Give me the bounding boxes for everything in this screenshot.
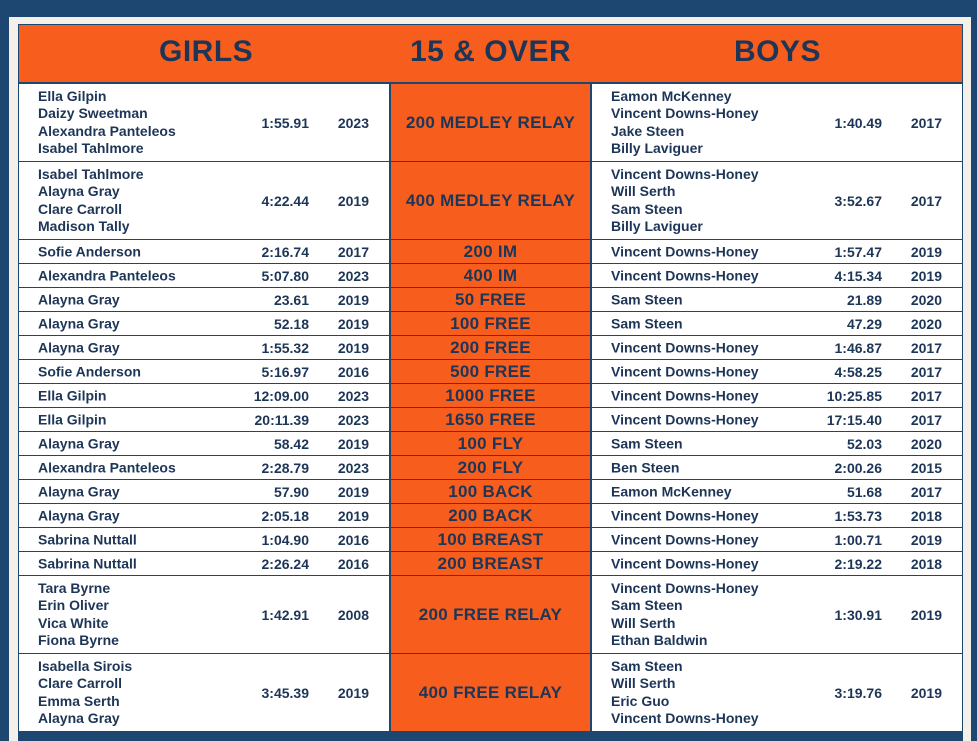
boys-record-year: 2019 [910,606,942,623]
boys-record-time: 21.89 [846,291,882,308]
girls-record-time: 5:16.97 [261,363,309,380]
girls-record-time: 12:09.00 [253,387,309,404]
record-row [19,654,962,731]
boys-swimmer-names [611,243,759,261]
event-name: 1650 FREE [391,408,590,431]
girls-swimmer-name: Ella Gilpin [38,386,107,403]
event-name: 200 FREE RELAY [391,576,590,653]
girls-swimmer-name: Alayna Gray [38,710,120,726]
girls-record-cell [19,456,389,479]
record-row [19,162,962,239]
girls-swimmer-name: Madison Tally [38,218,130,234]
event-name: 200 MEDLEY RELAY [391,84,590,161]
girls-swimmer-names [38,166,144,236]
boys-record-cell [592,384,962,407]
girls-record-cell [19,162,389,239]
girls-swimmer-name: Erin Oliver [38,597,109,613]
event-name: 200 BACK [391,504,590,527]
girls-swimmer-name: Emma Serth [38,692,120,709]
girls-swimmer-name: Daizy Sweetman [38,105,148,121]
girls-swimmer-names [38,580,119,650]
boys-swimmer-names [611,363,759,381]
girls-record-cell [19,408,389,431]
event-name: 500 FREE [391,360,590,383]
girls-record-time: 52.18 [273,315,309,332]
boys-swimmer-names [611,555,759,573]
girls-record-time: 2:16.74 [261,243,309,260]
girls-record-time: 20:11.39 [254,411,309,428]
girls-swimmer-name: Sofie Anderson [38,362,141,379]
boys-swimmer-name: Eamon McKenney [611,87,732,104]
girls-record-year: 2019 [337,315,369,332]
header-bar [19,25,962,82]
boys-swimmer-name: Vincent Downs-Honey [611,506,759,523]
boys-swimmer-names [611,387,759,405]
girls-swimmer-name: Alexandra Panteleos [38,458,176,475]
event-name: 100 FREE [391,312,590,335]
girls-swimmer-names [38,88,176,158]
boys-swimmer-name: Sam Steen [611,200,683,217]
record-row [19,408,962,431]
girls-record-year: 2008 [337,606,369,623]
event-name: 400 FREE RELAY [391,654,590,731]
girls-record-time: 5:07.80 [261,267,309,284]
boys-record-year: 2017 [910,483,942,500]
girls-record-time: 1:55.32 [261,339,309,356]
boys-swimmer-name: Will Serth [611,614,676,631]
girls-swimmer-names [38,315,120,333]
boys-swimmer-name: Ethan Baldwin [611,632,708,648]
boys-swimmer-names [611,507,759,525]
boys-swimmer-name: Sam Steen [611,597,683,613]
record-row [19,552,962,575]
girls-swimmer-name: Alexandra Panteleos [38,122,176,139]
girls-record-year: 2019 [337,507,369,524]
girls-record-year: 2016 [337,531,369,548]
girls-record-year: 2019 [337,483,369,500]
boys-record-time: 1:30.91 [834,606,882,623]
event-name: 200 BREAST [391,552,590,575]
girls-record-year: 2019 [337,435,369,452]
boys-record-cell [592,504,962,527]
girls-record-year: 2016 [337,363,369,380]
record-row [19,84,962,161]
record-row [19,336,962,359]
girls-record-year: 2017 [337,243,369,260]
boys-record-year: 2019 [910,243,942,260]
girls-record-cell [19,384,389,407]
boys-swimmer-name: Vincent Downs-Honey [611,338,759,355]
girls-record-year: 2023 [337,267,369,284]
girls-swimmer-names [38,483,120,501]
boys-record-cell [592,576,962,653]
girls-swimmer-name: Isabella Sirois [38,657,133,674]
girls-record-cell [19,432,389,455]
girls-swimmer-names [38,459,176,477]
boys-record-year: 2017 [910,192,942,209]
boys-record-cell [592,288,962,311]
boys-swimmer-names [611,580,759,650]
boys-swimmer-name: Billy Laviguer [611,140,703,156]
girls-swimmer-name: Sabrina Nuttall [38,530,137,547]
record-row [19,504,962,527]
boys-record-time: 1:57.47 [834,243,882,260]
boys-record-cell [592,432,962,455]
girls-swimmer-name: Clare Carroll [38,675,123,691]
girls-record-year: 2019 [337,684,369,701]
boys-record-time: 4:15.34 [834,267,882,284]
boys-record-time: 2:19.22 [834,555,882,572]
boys-record-year: 2017 [910,339,942,356]
girls-swimmer-names [38,387,106,405]
boys-record-cell [592,84,962,161]
boys-swimmer-name: Vincent Downs-Honey [611,266,759,283]
boys-swimmer-name: Jake Steen [611,122,685,139]
girls-record-year: 2023 [337,387,369,404]
boys-record-year: 2018 [910,507,942,524]
girls-swimmer-name: Alayna Gray [38,434,120,451]
girls-swimmer-name: Tara Byrne [38,579,111,596]
boys-swimmer-names [611,459,679,477]
girls-record-cell [19,288,389,311]
girls-swimmer-name: Isabel Tahlmore [38,165,144,182]
boys-record-year: 2019 [910,531,942,548]
girls-record-time: 2:28.79 [261,459,309,476]
boys-record-time: 17:15.40 [826,411,882,428]
girls-swimmer-name: Sofie Anderson [38,242,141,259]
girls-record-year: 2023 [337,114,369,131]
record-row [19,480,962,503]
girls-swimmer-name: Alayna Gray [38,183,120,199]
girls-record-time: 23.61 [273,291,309,308]
girls-record-year: 2023 [337,459,369,476]
record-row [19,264,962,287]
boys-swimmer-name: Eamon McKenney [611,482,732,499]
girls-record-year: 2019 [337,339,369,356]
event-name: 200 IM [391,240,590,263]
boys-record-time: 51.68 [846,483,882,500]
boys-record-year: 2020 [910,291,942,308]
girls-swimmer-names [38,291,120,309]
girls-record-time: 1:55.91 [261,114,309,131]
boys-record-cell [592,456,962,479]
boys-record-year: 2020 [910,315,942,332]
boys-swimmer-name: Vincent Downs-Honey [611,386,759,403]
boys-swimmer-name: Ben Steen [611,458,680,475]
girls-record-cell [19,504,389,527]
boys-record-time: 10:25.85 [826,387,882,404]
girls-swimmer-name: Sabrina Nuttall [38,554,137,571]
girls-record-cell [19,84,389,161]
boys-heading: BOYS [734,35,822,68]
girls-record-year: 2023 [337,411,369,428]
boys-record-year: 2019 [910,267,942,284]
girls-swimmer-name: Alayna Gray [38,290,120,307]
girls-record-cell [19,240,389,263]
boys-swimmer-names [611,531,759,549]
boys-record-cell [592,240,962,263]
boys-record-year: 2017 [910,114,942,131]
boys-swimmer-name: Sam Steen [611,314,683,331]
boys-swimmer-name: Vincent Downs-Honey [611,165,759,182]
boys-record-time: 2:00.26 [834,459,882,476]
record-row [19,456,962,479]
girls-record-cell [19,312,389,335]
girls-record-cell [19,336,389,359]
girls-swimmer-names [38,243,141,261]
age-group-heading: 15 & OVER [410,35,572,68]
girls-swimmer-name: Alayna Gray [38,338,120,355]
boys-swimmer-name: Vincent Downs-Honey [611,105,759,121]
event-name: 100 BACK [391,480,590,503]
event-name: 400 MEDLEY RELAY [391,162,590,239]
girls-record-time: 58.42 [273,435,309,452]
boys-swimmer-names [611,435,683,453]
girls-record-cell [19,576,389,653]
boys-swimmer-name: Vincent Downs-Honey [611,410,759,427]
girls-swimmer-names [38,339,120,357]
boys-swimmer-names [611,88,759,158]
records-board [18,24,963,741]
girls-swimmer-name: Isabel Tahlmore [38,140,144,156]
boys-record-cell [592,264,962,287]
boys-swimmer-name: Vincent Downs-Honey [611,530,759,547]
girls-swimmer-names [38,507,120,525]
record-row [19,240,962,263]
boys-swimmer-name: Will Serth [611,183,676,199]
girls-swimmer-name: Alexandra Panteleos [38,266,176,283]
event-name: 100 BREAST [391,528,590,551]
event-name: 50 FREE [391,288,590,311]
girls-swimmer-name: Ella Gilpin [38,87,107,104]
boys-record-year: 2017 [910,411,942,428]
record-row [19,360,962,383]
girls-swimmer-name: Alayna Gray [38,482,120,499]
boys-record-cell [592,480,962,503]
boys-swimmer-name: Vincent Downs-Honey [611,242,759,259]
boys-record-time: 1:40.49 [834,114,882,131]
boys-record-cell [592,552,962,575]
girls-record-time: 2:26.24 [261,555,309,572]
boys-record-time: 1:46.87 [834,339,882,356]
boys-swimmer-names [611,267,759,285]
girls-record-cell [19,480,389,503]
girls-record-cell [19,264,389,287]
boys-record-time: 4:58.25 [834,363,882,380]
boys-record-time: 3:19.76 [834,684,882,701]
boys-swimmer-name: Vincent Downs-Honey [611,710,759,726]
event-name: 1000 FREE [391,384,590,407]
boys-record-year: 2015 [910,459,942,476]
girls-swimmer-name: Ella Gilpin [38,410,107,427]
event-name: 400 IM [391,264,590,287]
boys-swimmer-name: Sam Steen [611,290,683,307]
girls-record-time: 1:04.90 [261,531,309,548]
boys-record-time: 47.29 [846,315,882,332]
record-row [19,576,962,653]
girls-record-cell [19,654,389,731]
girls-record-year: 2016 [337,555,369,572]
boys-swimmer-names [611,339,759,357]
boys-swimmer-name: Eric Guo [611,692,670,709]
boys-swimmer-name: Vincent Downs-Honey [611,362,759,379]
girls-swimmer-names [38,363,141,381]
girls-record-cell [19,552,389,575]
boys-swimmer-name: Sam Steen [611,434,683,451]
event-name: 200 FREE [391,336,590,359]
boys-swimmer-name: Billy Laviguer [611,218,703,234]
girls-swimmer-name: Vica White [38,614,109,631]
girls-swimmer-names [38,658,132,728]
boys-record-year: 2018 [910,555,942,572]
boys-record-year: 2020 [910,435,942,452]
boys-swimmer-names [611,411,759,429]
boys-record-cell [592,528,962,551]
boys-swimmer-names [611,166,759,236]
girls-record-year: 2019 [337,291,369,308]
girls-swimmer-names [38,411,106,429]
record-row [19,528,962,551]
boys-record-cell [592,654,962,731]
event-name: 100 FLY [391,432,590,455]
boys-record-cell [592,336,962,359]
girls-record-cell [19,528,389,551]
girls-record-time: 1:42.91 [261,606,309,623]
boys-swimmer-name: Sam Steen [611,657,683,674]
girls-swimmer-name: Alayna Gray [38,506,120,523]
boys-record-cell [592,312,962,335]
record-row [19,432,962,455]
girls-swimmer-names [38,555,137,573]
girls-swimmer-names [38,531,137,549]
girls-swimmer-name: Alayna Gray [38,314,120,331]
girls-record-time: 4:22.44 [261,192,309,209]
girls-record-cell [19,360,389,383]
boys-record-year: 2019 [910,684,942,701]
girls-record-time: 3:45.39 [261,684,309,701]
record-row [19,288,962,311]
boys-swimmer-names [611,658,759,728]
event-name: 200 FLY [391,456,590,479]
boys-record-time: 3:52.67 [834,192,882,209]
boys-record-cell [592,360,962,383]
boys-record-cell [592,408,962,431]
girls-record-year: 2019 [337,192,369,209]
boys-record-year: 2017 [910,387,942,404]
boys-swimmer-name: Vincent Downs-Honey [611,554,759,571]
boys-swimmer-name: Will Serth [611,675,676,691]
girls-swimmer-name: Clare Carroll [38,200,123,217]
girls-swimmer-names [38,267,176,285]
girls-swimmer-name: Fiona Byrne [38,632,119,648]
girls-heading: GIRLS [159,35,254,68]
boys-swimmer-names [611,315,683,333]
boys-swimmer-names [611,483,732,501]
boys-record-time: 1:00.71 [834,531,882,548]
boys-record-cell [592,162,962,239]
boys-swimmer-name: Vincent Downs-Honey [611,579,759,596]
record-row [19,384,962,407]
boys-record-year: 2017 [910,363,942,380]
boys-record-time: 1:53.73 [834,507,882,524]
record-row [19,312,962,335]
girls-swimmer-names [38,435,120,453]
boys-swimmer-names [611,291,683,309]
girls-record-time: 2:05.18 [261,507,309,524]
boys-record-time: 52.03 [846,435,882,452]
girls-record-time: 57.90 [273,483,309,500]
